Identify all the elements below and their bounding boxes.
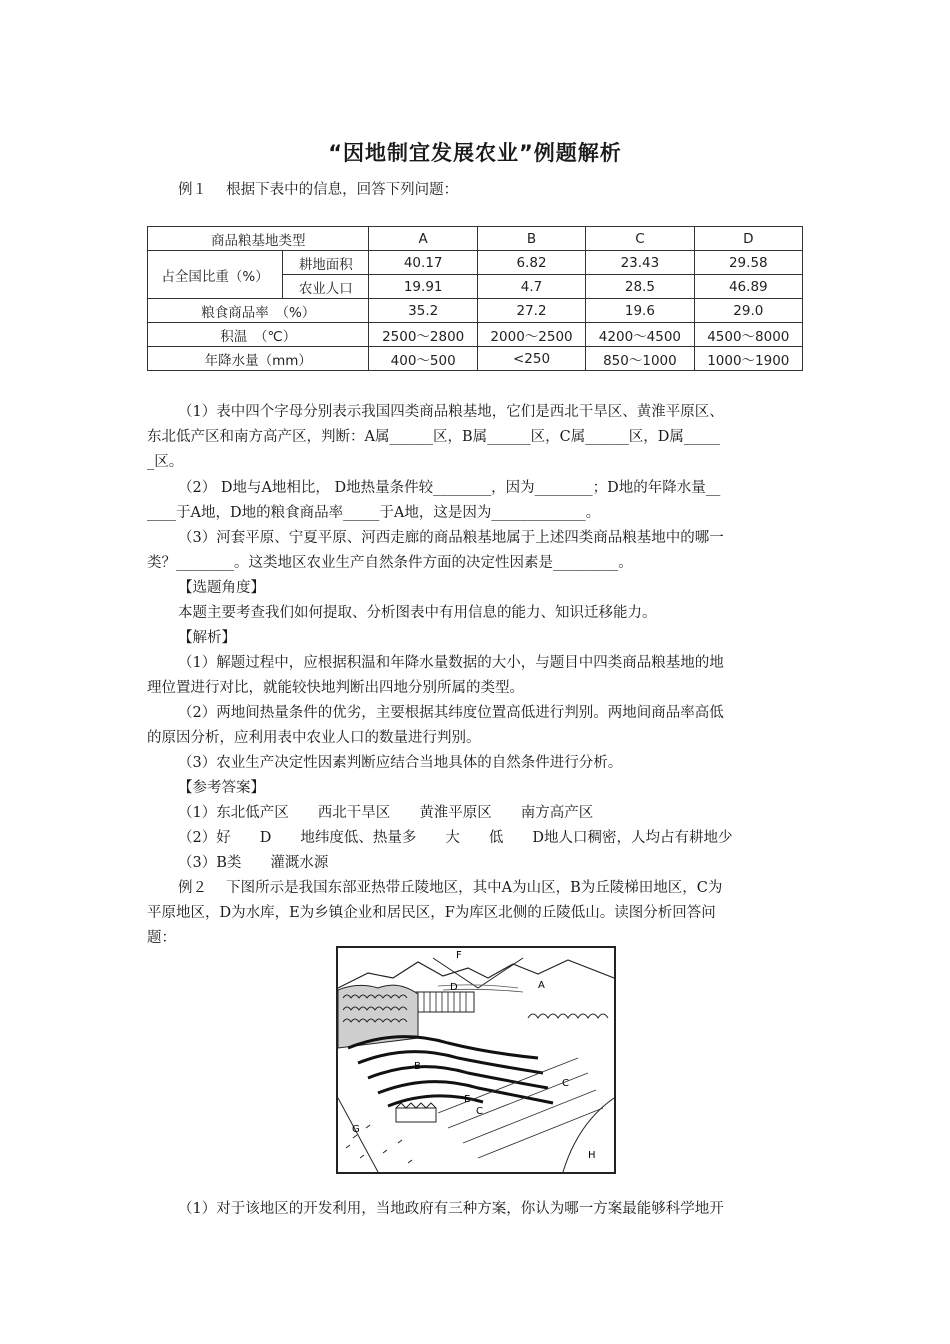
- mountain-ridge: [338, 960, 614, 988]
- table-row: [148, 299, 803, 323]
- table-col-c: C: [586, 227, 694, 251]
- label-c-center: C: [476, 1106, 483, 1117]
- table-row: [148, 251, 803, 275]
- text-line: 本题主要考查我们如何提取、分析图表中有用信息的能力、知识迁移能力。: [178, 605, 657, 621]
- section-heading: 【选题角度】: [178, 580, 265, 596]
- table-cell: 19.91: [369, 275, 477, 299]
- table-col-b: B: [477, 227, 585, 251]
- text-line: （1）表中四个字母分别表示我国四类商品粮基地，它们是西北干旱区、黄淮平原区、: [178, 404, 724, 420]
- text-line: ____于A地，D地的粮食商品率_____于A地，这是因为_____________。: [147, 505, 601, 521]
- table-cell: 46.89: [694, 275, 802, 299]
- section-heading: 【解析】: [178, 630, 236, 646]
- table-cell: 6.82: [477, 251, 585, 275]
- table-cell: 4200～4500: [586, 323, 694, 347]
- table-cell: 40.17: [369, 251, 477, 275]
- table-cell: 2500～2800: [369, 323, 477, 347]
- village-buildings: [396, 1108, 436, 1122]
- village-roofs: [396, 1103, 436, 1108]
- table-row: [148, 323, 803, 347]
- answer-line: （3）B类 灌溉水源: [178, 855, 329, 871]
- text-line: （2）两地间热量条件的优劣，主要根据其纬度位置高低进行判别。两地间商品率高低: [178, 705, 724, 721]
- landscape-drawing: [338, 948, 614, 1172]
- text-line: 理位置进行对比，就能较快地判断出四地分别所属的类型。: [147, 680, 524, 696]
- table-row-label: 年降水量（mm）: [148, 347, 369, 371]
- table-cell: 28.5: [586, 275, 694, 299]
- table-row-label: 农业人口: [283, 275, 369, 299]
- dam-wall: [416, 992, 474, 1012]
- table-row-label: 积温 （℃）: [148, 323, 369, 347]
- answer-line: （1）东北低产区 西北干旱区 黄淮平原区 南方高产区: [178, 805, 594, 821]
- tree-line-right: [528, 1014, 608, 1018]
- table-cell: 29.58: [694, 251, 802, 275]
- label-c-right: C: [562, 1078, 569, 1089]
- label-f: F: [456, 950, 462, 961]
- table-cell: 35.2: [369, 299, 477, 323]
- example2-intro: 例２ 下图所示是我国东部亚热带丘陵地区，其中A为山区，B为丘陵梯田地区，C为: [178, 880, 723, 896]
- label-b: B: [414, 1061, 421, 1072]
- label-h: H: [588, 1150, 596, 1161]
- table-cell: 4.7: [477, 275, 585, 299]
- landscape-illustration: [336, 946, 616, 1174]
- text-line: 的原因分析，应利用表中农业人口的数量进行判别。: [147, 730, 481, 746]
- table-col-a: A: [369, 227, 477, 251]
- table-row-label: 耕地面积: [283, 251, 369, 275]
- text-line: 东北低产区和南方高产区，判断：A属______区，B属______区，C属______区，D属_____: [147, 429, 721, 445]
- page-title: “因地制宜发展农业”例题解析: [328, 141, 622, 165]
- table-header-row: [148, 227, 803, 251]
- table-col-d: D: [694, 227, 802, 251]
- table-cell: 850～1000: [586, 347, 694, 371]
- example1-intro: 例１ 根据下表中的信息，回答下列问题：: [178, 182, 459, 198]
- table-group-label: 占全国比重（%）: [148, 251, 283, 299]
- answer-line: （2）好 D 地纬度低、热量多 大 低 D地人口稠密，人均占有耕地少: [178, 830, 733, 846]
- text-line: （3）河套平原、宁夏平原、河西走廊的商品粮基地属于上述四类商品粮基地中的哪一: [178, 530, 724, 546]
- text-line: 类？________。这类地区农业生产自然条件方面的决定性因素是_________。: [147, 555, 633, 571]
- text-line: （3）农业生产决定性因素判断应结合当地具体的自然条件进行分析。: [178, 755, 623, 771]
- table-cell: 23.43: [586, 251, 694, 275]
- table-cell: 29.0: [694, 299, 802, 323]
- text-line: （2） D地与A地相比， D地热量条件较________，因为________；D地的年降水量__: [178, 480, 721, 496]
- table-cell: 1000～1900: [694, 347, 802, 371]
- label-g: G: [352, 1124, 360, 1135]
- table-cell: 4500～8000: [694, 323, 802, 347]
- table-cell: 2000～2500: [477, 323, 585, 347]
- section-heading: 【参考答案】: [178, 780, 265, 796]
- text-line: 平原地区，D为水库，E为乡镇企业和居民区，F为库区北侧的丘陵低山。读图分析回答问: [147, 905, 716, 921]
- label-d: D: [450, 982, 458, 993]
- question-line: （1）对于该地区的开发利用，当地政府有三种方案，你认为哪一方案最能够科学地开: [178, 1201, 724, 1217]
- table-header-label: 商品粮基地类型: [148, 227, 369, 251]
- text-line: 题：: [147, 930, 176, 946]
- table-row: [148, 347, 803, 371]
- label-e: E: [464, 1094, 471, 1105]
- table-cell: <250: [477, 347, 585, 371]
- table-row-label: 粮食商品率 （%）: [148, 299, 369, 323]
- table-cell: 19.6: [586, 299, 694, 323]
- text-line: _区。: [147, 454, 184, 470]
- text-line: （1）解题过程中，应根据积温和年降水量数据的大小，与题目中四类商品粮基地的地: [178, 655, 724, 671]
- label-a: A: [538, 980, 545, 991]
- slope-left: [338, 1098, 378, 1172]
- table-cell: 400～500: [369, 347, 477, 371]
- grain-base-table: [147, 226, 803, 371]
- table-cell: 27.2: [477, 299, 585, 323]
